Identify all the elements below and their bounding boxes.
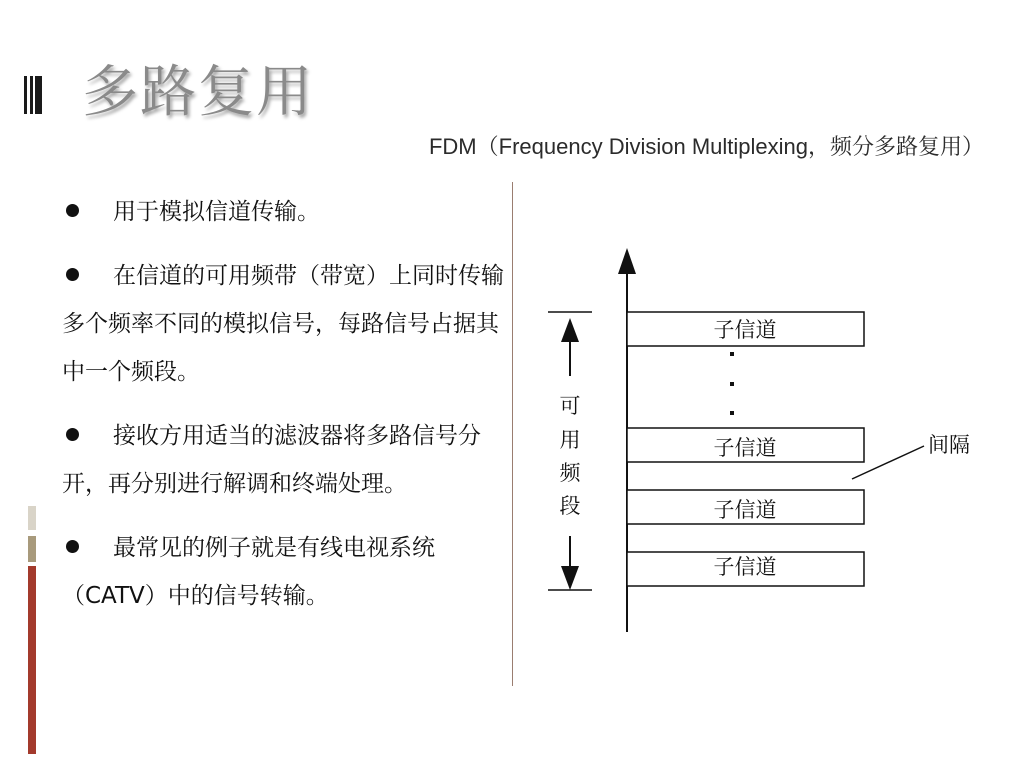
fdm-diagram [540,240,1010,640]
bullet-text: 用于模拟信道传输。 [113,199,320,225]
bullet-item [62,524,504,620]
arrow-up-icon [561,318,579,342]
bullet-item [62,188,504,236]
title-decoration-icon [24,76,42,114]
slide-title: 多路复用 [82,60,314,125]
bullet-item [62,252,504,396]
side-strip-red [28,566,36,754]
subchannel-label: 子信道 [713,436,777,460]
subchannel-label: 子信道 [713,498,777,522]
bullet-text: 最常见的例子就是有线电视系统（CATV）中的信号转输。 [62,535,435,609]
band-label-char: 段 [559,494,581,518]
arrow-down-icon [561,566,579,590]
band-label-char: 可 [559,394,581,418]
band-label-char: 用 [559,428,581,452]
band-label-char: 频 [559,461,581,485]
ellipsis-dot-icon [730,382,734,386]
gap-label: 间隔 [928,433,970,457]
ellipsis-dot-icon [730,411,734,415]
subchannel-label: 子信道 [713,555,777,579]
bullet-text: 接收方用适当的滤波器将多路信号分开，再分别进行解调和终端处理。 [62,423,481,497]
ellipsis-dot-icon [730,352,734,356]
axis-arrow-icon [618,248,636,274]
column-divider [512,182,513,686]
bullet-dot-icon [66,204,79,217]
bullet-dot-icon [66,428,79,441]
subchannel-label: 子信道 [713,318,777,342]
bullet-dot-icon [66,268,79,281]
bullet-dot-icon [66,540,79,553]
bullet-item [62,412,504,508]
bullet-list [62,188,504,636]
bullet-text: 在信道的可用频带（带宽）上同时传输多个频率不同的模拟信号，每路信号占据其中一个频段。 [62,263,504,385]
side-strip-light [28,506,36,530]
slide-subtitle: FDM（Frequency Division Multiplexing，频分多路复用） [428,134,984,159]
side-strip-tan [28,536,36,562]
